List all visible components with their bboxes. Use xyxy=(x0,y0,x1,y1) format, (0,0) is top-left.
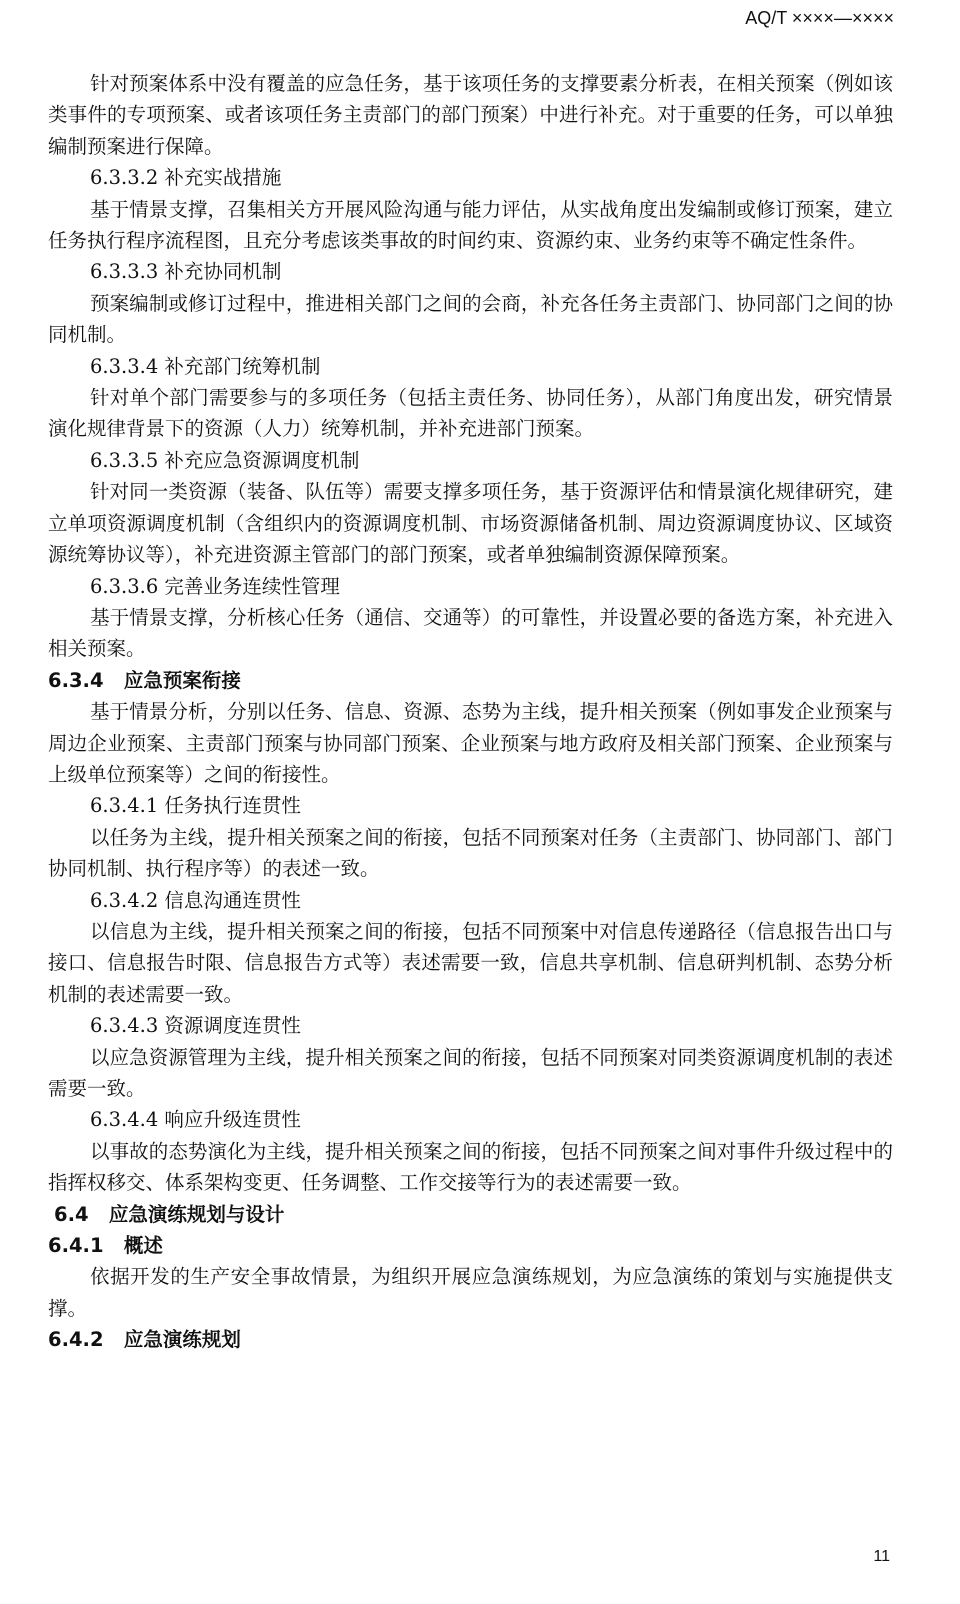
paragraph: 预案编制或修订过程中，推进相关部门之间的会商，补充各任务主责部门、协同部门之间的协同机制。 xyxy=(48,291,893,347)
paragraph: 以任务为主线，提升相关预案之间的衔接，包括不同预案对任务（主责部门、协同部门、部门协同机制、执行程序等）的表述一致。 xyxy=(48,825,893,881)
section-heading xyxy=(48,665,893,696)
subclause-heading: 6.3.4.4 响应升级连贯性 xyxy=(90,1108,301,1132)
paragraph: 基于情景支撑，召集相关方开展风险沟通与能力评估，从实战角度出发编制或修订预案，建立任务执行程序流程图，且充分考虑该类事故的时间约束、资源约束、业务约束等不确定性条件。 xyxy=(48,197,893,253)
paragraph: 针对单个部门需要参与的多项任务（包括主责任务、协同任务），从部门角度出发，研究情景演化规律背景下的资源（人力）统筹机制，并补充进部门预案。 xyxy=(48,386,893,441)
subclause-heading: 6.3.3.4 补充部门统筹机制 xyxy=(90,354,321,378)
subclause-heading: 6.3.3.5 补充应急资源调度机制 xyxy=(90,448,360,472)
paragraph: 依据开发的生产安全事故情景，为组织开展应急演练规划，为应急演练的策划与实施提供支撑。 xyxy=(48,1265,893,1320)
paragraph: 基于情景支撑，分析核心任务（通信、交通等）的可靠性，并设置必要的备选方案，补充进入相关预案。 xyxy=(48,605,893,661)
paragraph: 以事故的态势演化为主线，提升相关预案之间的衔接，包括不同预案之间对事件升级过程中的指挥权移交、体系架构变更、任务调整、工作交接等行为的表述需要一致。 xyxy=(48,1139,893,1195)
document-code-header: AQ/T ××××—×××× xyxy=(745,8,894,28)
subclause-heading: 6.3.3.6 完善业务连续性管理 xyxy=(90,574,340,598)
page-number: 11 xyxy=(873,1548,890,1565)
section-number: 6.4.1 xyxy=(48,1234,104,1258)
subclause-heading: 6.3.3.3 补充协同机制 xyxy=(90,260,282,284)
subclause-heading: 6.3.4.3 资源调度连贯性 xyxy=(90,1014,301,1038)
paragraph: 针对同一类资源（装备、队伍等）需要支撑多项任务，基于资源评估和情景演化规律研究，建立单项资源调度机制（含组织内的资源调度机制、市场资源储备机制、周边资源调度协议、区域资源统筹协议等），补充进资源主管部门的部门预案，或者单独编制资源保障预案。 xyxy=(48,480,893,567)
subclause-heading: 6.3.4.1 任务执行连贯性 xyxy=(90,794,301,818)
section-title: 应急演练规划 xyxy=(123,1328,241,1352)
paragraph: 基于情景分析，分别以任务、信息、资源、态势为主线，提升相关预案（例如事发企业预案与周边企业预案、主责部门预案与协同部门预案、企业预案与地方政府及相关部门预案、企业预案与上级单位预案等）之间的衔接性。 xyxy=(48,700,893,786)
paragraph: 针对预案体系中没有覆盖的应急任务，基于该项任务的支撑要素分析表，在相关预案（例如该类事件的专项预案、或者该项任务主责部门的部门预案）中进行补充。对于重要的任务，可以单独编制预案进行保障。 xyxy=(48,72,893,158)
section-heading xyxy=(48,1199,893,1230)
paragraph: 以信息为主线，提升相关预案之间的衔接，包括不同预案中对信息传递路径（信息报告出口与接口、信息报告时限、信息报告方式等）表述需要一致，信息共享机制、信息研判机制、态势分析机制的表述需要一致。 xyxy=(48,919,893,1006)
section-title: 应急演练规划与设计 xyxy=(108,1202,285,1226)
document-body xyxy=(48,68,893,1356)
section-number: 6.3.4 xyxy=(48,668,104,692)
section-heading xyxy=(48,1230,893,1261)
subclause-heading: 6.3.3.2 补充实战措施 xyxy=(90,166,282,190)
subclause-heading: 6.3.4.2 信息沟通连贯性 xyxy=(90,888,301,912)
paragraph: 以应急资源管理为主线，提升相关预案之间的衔接，包括不同预案对同类资源调度机制的表述需要一致。 xyxy=(48,1045,893,1100)
section-title: 应急预案衔接 xyxy=(123,668,241,692)
section-number: 6.4.2 xyxy=(48,1328,104,1352)
section-number: 6.4 xyxy=(54,1202,89,1226)
section-title: 概述 xyxy=(123,1234,163,1258)
section-heading xyxy=(48,1324,893,1355)
